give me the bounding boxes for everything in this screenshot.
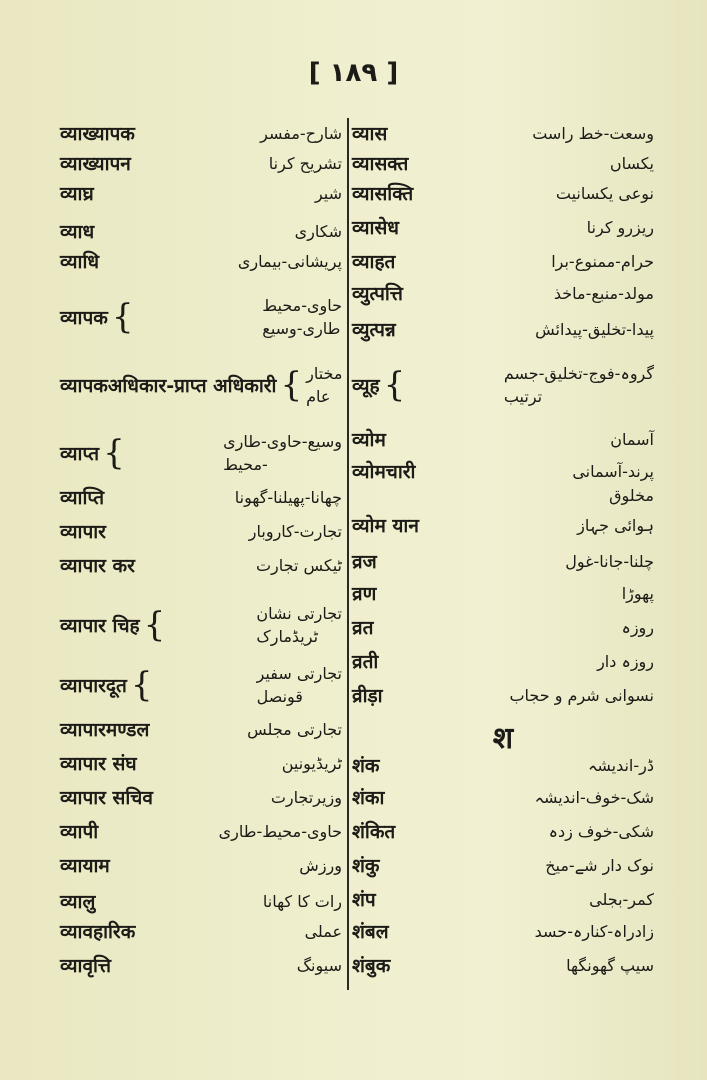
urdu-meaning-line: کمر-بجلی — [589, 889, 654, 909]
urdu-meaning-line: مولد-منبع-ماخذ — [553, 283, 654, 303]
grouping-brace: { — [143, 605, 166, 645]
urdu-meaning — [509, 686, 654, 705]
entry-row — [352, 424, 654, 454]
entry-row — [60, 216, 342, 246]
urdu-meaning — [535, 788, 654, 807]
entry-row — [352, 884, 654, 914]
entry-row — [60, 850, 342, 880]
urdu-meaning-line: نسوانی شرم و حجاب — [509, 685, 654, 705]
entry-row — [60, 288, 342, 346]
urdu-meaning — [315, 184, 342, 203]
urdu-meaning-line: قونصل — [256, 687, 303, 706]
hindi-headword: शंप — [352, 889, 376, 911]
urdu-meaning-line: نوک دار شے-میخ — [545, 855, 654, 875]
urdu-meaning-line: تجارتی سفیر — [256, 664, 342, 683]
entry-row — [60, 782, 342, 812]
entry-row — [352, 246, 654, 276]
hindi-headword: व्युत्पत्ति — [352, 283, 403, 305]
entry-row — [352, 816, 654, 846]
hindi-headword: व्यापार चिह — [60, 615, 140, 637]
urdu-meaning — [572, 462, 654, 481]
urdu-meaning-line: ہوائی جہاز — [577, 515, 654, 535]
entry-body — [352, 365, 409, 405]
hindi-headword: व्रीड़ा — [352, 685, 383, 707]
urdu-meaning — [299, 856, 342, 875]
urdu-meaning-line: زادراہ-کنارہ-حسد — [534, 921, 654, 941]
hindi-headword: व्यापारदूत — [60, 675, 127, 697]
entry-body — [60, 297, 137, 337]
urdu-meaning-line: تجارت-کاروبار — [248, 521, 342, 541]
urdu-meaning-line: روزہ دار — [597, 651, 654, 671]
urdu-meaning — [238, 252, 342, 271]
urdu-meaning — [260, 124, 342, 143]
urdu-meaning — [609, 486, 654, 505]
entry-row — [352, 480, 654, 510]
urdu-meaning — [610, 154, 654, 173]
entry-row — [60, 816, 342, 846]
urdu-meaning-line: حاوی-محیط — [262, 296, 342, 315]
hindi-headword: शंकु — [352, 855, 380, 877]
entry-row — [60, 596, 342, 654]
urdu-meaning — [223, 432, 342, 474]
entry-row — [352, 612, 654, 642]
urdu-meaning-line: عملی — [304, 921, 342, 941]
urdu-meaning-line: شارح-مفسر — [260, 123, 342, 143]
urdu-meaning — [219, 822, 342, 841]
grouping-brace: { — [111, 297, 134, 337]
urdu-meaning-line: حاوی-محیط-طاری — [218, 821, 342, 841]
urdu-meaning — [235, 488, 342, 507]
urdu-meaning-line: پیدا-تخلیق-پیدائش — [535, 319, 654, 339]
urdu-meaning — [535, 320, 654, 339]
entry-row — [60, 748, 342, 778]
entry-row — [352, 680, 654, 710]
entry-row — [352, 278, 654, 308]
hindi-headword: व्यापारमण्डल — [60, 719, 150, 741]
urdu-meaning-line: تجارتی مجلس — [247, 719, 342, 739]
entry-row — [60, 246, 342, 276]
urdu-meaning — [589, 890, 654, 909]
entry-row — [352, 510, 654, 540]
entry-row — [60, 178, 342, 208]
hindi-headword: व्यायाम — [60, 855, 110, 877]
hindi-headword: व्याहत — [352, 251, 396, 273]
urdu-meaning — [306, 364, 342, 406]
entry-row — [352, 950, 654, 980]
hindi-headword: शंकित — [352, 821, 396, 843]
entry-body — [60, 665, 156, 705]
grouping-brace: { — [130, 665, 153, 705]
urdu-meaning-line: شکاری — [294, 221, 342, 241]
entry-row — [60, 516, 342, 546]
entry-row — [352, 782, 654, 812]
entry-body — [60, 433, 129, 473]
urdu-meaning — [622, 584, 654, 603]
urdu-meaning — [545, 856, 654, 875]
urdu-meaning-line: پرند-آسمانی — [572, 461, 654, 481]
entry-row — [352, 750, 654, 780]
entry-row — [352, 356, 654, 414]
hindi-headword: व्यापी — [60, 821, 99, 843]
urdu-meaning — [532, 124, 654, 143]
hindi-headword: व्योम यान — [352, 515, 419, 537]
hindi-headword: व्याप्त — [60, 443, 100, 465]
urdu-meaning-line: پریشانی-بیماری — [237, 251, 342, 271]
urdu-meaning — [549, 822, 654, 841]
urdu-meaning-line: روزہ — [621, 617, 654, 637]
entry-row — [60, 714, 342, 744]
urdu-meaning-line: وسعت-خط راست — [532, 123, 654, 143]
urdu-meaning — [263, 892, 342, 911]
entry-row — [352, 578, 654, 608]
hindi-headword: व्योम — [352, 429, 386, 451]
urdu-meaning-line: -محیط — [223, 455, 268, 474]
urdu-meaning-line: ورزش — [299, 855, 342, 875]
urdu-meaning-line: مختار — [306, 364, 343, 383]
urdu-meaning — [577, 516, 654, 535]
urdu-meaning — [249, 522, 342, 541]
entry-row — [60, 148, 342, 178]
urdu-meaning — [588, 756, 654, 775]
hindi-headword: शंक — [352, 755, 380, 777]
urdu-meaning-line: ترتیب — [503, 387, 543, 406]
urdu-meaning-line: ڈر-اندیشہ — [587, 755, 654, 775]
grouping-brace: { — [383, 365, 406, 405]
hindi-headword: व्याध — [60, 221, 95, 243]
urdu-meaning-line: پھوڑا — [621, 583, 654, 603]
hindi-headword: व्यापक — [60, 307, 108, 329]
hindi-headword: व्यावहारिक — [60, 921, 136, 943]
urdu-meaning — [587, 218, 654, 237]
urdu-meaning — [597, 652, 654, 671]
urdu-meaning-line: مخلوق — [609, 485, 654, 505]
hindi-headword: व्याख्यापक — [60, 123, 135, 145]
entry-row — [352, 850, 654, 880]
urdu-meaning-line: نوعی یکسانیت — [555, 183, 654, 203]
entry-row — [60, 356, 342, 414]
hindi-headword: व्यास — [352, 123, 388, 145]
urdu-meaning — [271, 788, 342, 807]
urdu-meaning — [554, 284, 654, 303]
hindi-headword: व्रती — [352, 651, 379, 673]
urdu-meaning-line: رات کا کھانا — [262, 891, 342, 911]
hindi-headword: व्यावृत्ति — [60, 955, 112, 977]
hindi-headword: व्यूह — [352, 375, 380, 397]
entry-row — [60, 886, 342, 916]
urdu-meaning-line: شیر — [314, 183, 342, 203]
urdu-meaning-line: تشریح کرنا — [268, 153, 342, 173]
hindi-headword: व्योमचारी — [352, 461, 416, 483]
urdu-meaning-line: حرام-ممنوع-برا — [551, 251, 654, 271]
urdu-meaning — [565, 552, 654, 571]
urdu-meaning-line: طاری-وسیع — [262, 319, 341, 338]
urdu-meaning — [257, 664, 342, 706]
urdu-meaning — [305, 922, 342, 941]
entry-row — [60, 550, 342, 580]
urdu-meaning-line: تجارتی نشان — [256, 604, 342, 623]
column-divider — [347, 118, 349, 990]
urdu-meaning — [269, 154, 342, 173]
entry-row — [352, 148, 654, 178]
urdu-meaning-line: وزیرتجارت — [270, 787, 342, 807]
urdu-meaning — [610, 430, 654, 449]
page-number: [ ۱۸۹ ] — [308, 58, 399, 88]
urdu-meaning — [566, 956, 654, 975]
urdu-meaning — [282, 754, 342, 773]
entry-row — [352, 212, 654, 242]
urdu-meaning-line: یکساں — [609, 153, 654, 173]
entry-row — [60, 482, 342, 512]
entry-row — [60, 424, 342, 482]
hindi-headword: व्यासक्त — [352, 153, 409, 175]
urdu-meaning-line: ٹریڈیونین — [281, 753, 342, 773]
grouping-brace: { — [103, 433, 125, 473]
hindi-headword: व्रज — [352, 551, 377, 573]
urdu-meaning — [297, 956, 342, 975]
urdu-meaning-line: ٹریڈمارک — [256, 627, 319, 646]
hindi-headword: व्याप्ति — [60, 487, 105, 509]
hindi-headword: व्यापार संघ — [60, 753, 137, 775]
entry-row — [352, 916, 654, 946]
urdu-meaning — [621, 618, 654, 637]
hindi-headword: व्यालु — [60, 891, 96, 913]
urdu-meaning-line: شکی-خوف زدہ — [548, 821, 654, 841]
section-letter: श — [492, 721, 514, 756]
hindi-headword: शंबल — [352, 921, 389, 943]
entry-row — [60, 656, 342, 714]
hindi-headword: व्यापार सचिव — [60, 787, 153, 809]
hindi-headword: व्यापकअधिकार-प्राप्त अधिकारी — [60, 375, 277, 397]
hindi-headword: व्रत — [352, 617, 374, 639]
urdu-meaning — [504, 364, 654, 406]
urdu-meaning-line: عام — [306, 387, 331, 406]
urdu-meaning-line: ٹیکس تجارت — [255, 555, 342, 575]
hindi-headword: शंबुक — [352, 955, 391, 977]
entry-body — [60, 605, 169, 645]
urdu-meaning-line: چھانا-پھیلنا-گھونا — [234, 487, 342, 507]
hindi-headword: व्याख्यापन — [60, 153, 131, 175]
urdu-meaning-line: سیونگ — [296, 955, 342, 975]
entry-row — [352, 646, 654, 676]
urdu-meaning-line: گروہ-فوج-تخلیق-جسم — [503, 364, 654, 383]
entry-row — [352, 546, 654, 576]
urdu-meaning — [551, 252, 654, 271]
hindi-headword: व्युत्पन्न — [352, 319, 396, 341]
hindi-headword: व्याधि — [60, 251, 100, 273]
entry-row — [60, 950, 342, 980]
entry-body — [60, 365, 306, 405]
entry-row — [60, 916, 342, 946]
urdu-meaning — [262, 296, 342, 338]
entry-row — [352, 178, 654, 208]
entry-row — [60, 118, 342, 148]
hindi-headword: शंका — [352, 787, 385, 809]
hindi-headword: व्यापार कर — [60, 555, 135, 577]
urdu-meaning-line: آسمان — [610, 429, 654, 449]
hindi-headword: व्यापार — [60, 521, 106, 543]
urdu-meaning-line: وسیع-حاوی-طاری — [223, 432, 342, 451]
hindi-headword: व्यासेध — [352, 217, 399, 239]
urdu-meaning — [256, 604, 342, 646]
urdu-meaning-line: شک-خوف-اندیشہ — [534, 787, 654, 807]
entry-row — [352, 118, 654, 148]
grouping-brace: { — [280, 365, 303, 405]
urdu-meaning-line: سیپ گھونگھا — [566, 955, 654, 975]
urdu-meaning — [247, 720, 342, 739]
hindi-headword: व्रण — [352, 583, 377, 605]
urdu-meaning — [535, 922, 654, 941]
hindi-headword: व्याघ्र — [60, 183, 94, 205]
urdu-meaning — [295, 222, 342, 241]
hindi-headword: व्यासक्ति — [352, 183, 414, 205]
urdu-meaning — [256, 556, 342, 575]
urdu-meaning-line: ریزرو کرنا — [586, 217, 654, 237]
urdu-meaning — [556, 184, 654, 203]
urdu-meaning-line: چلنا-جانا-غول — [565, 551, 654, 571]
entry-row — [352, 314, 654, 344]
